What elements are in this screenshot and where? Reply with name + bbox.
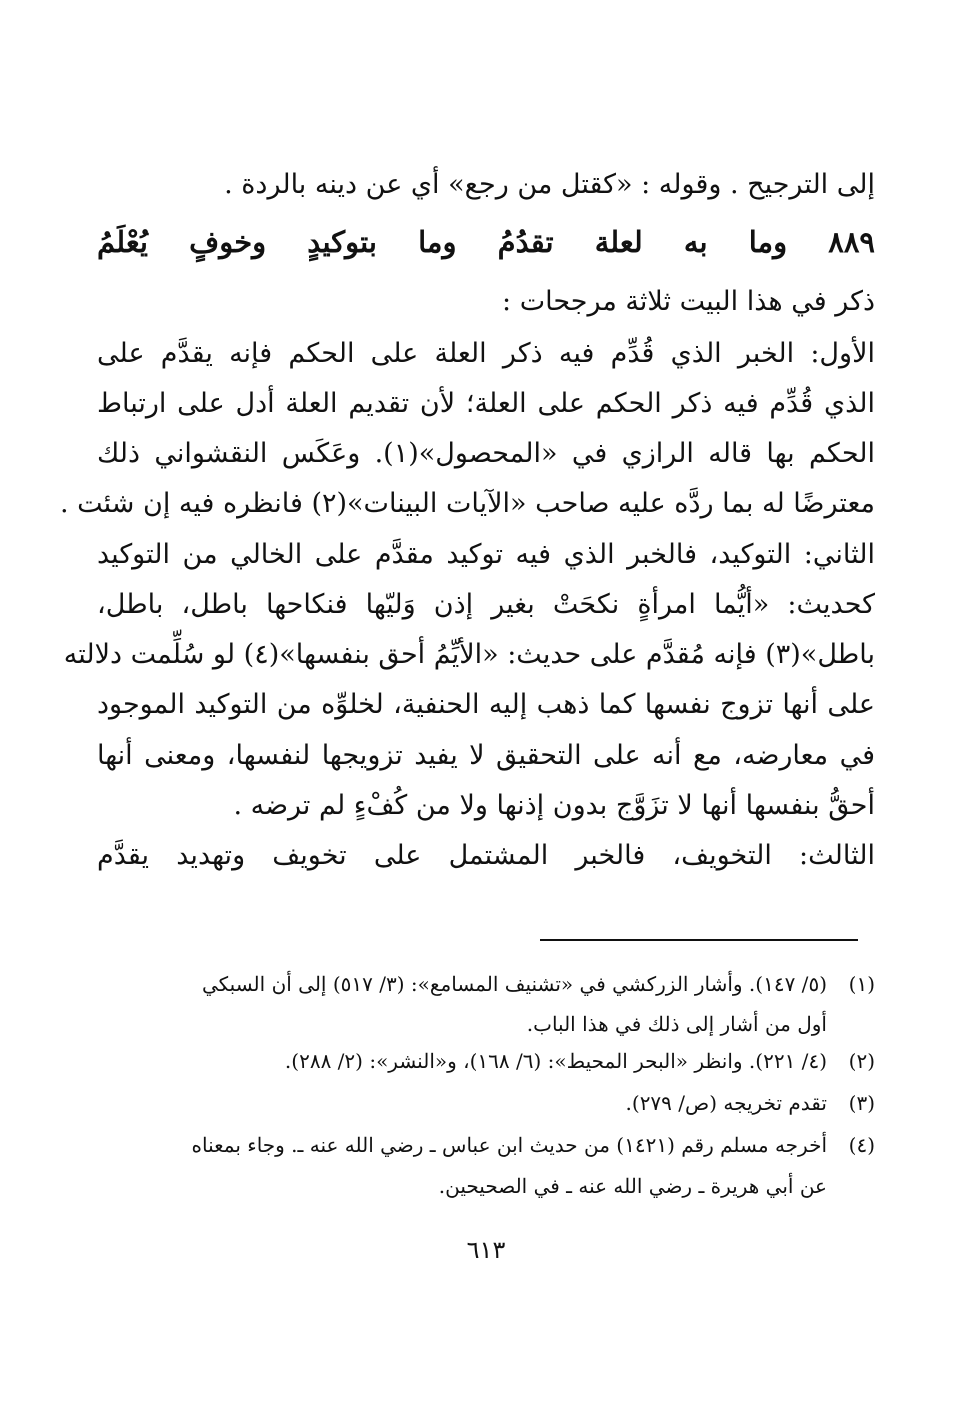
footnote-text: أخرجه مسلم رقم (١٤٢١) من حديث ابن عباس ـ رضي الله عنه ـ. وجاء بمعناه — [191, 1133, 827, 1157]
footnote-number: (١) — [848, 972, 875, 996]
footnote-number: (٤) — [848, 1133, 875, 1157]
footnote-number: (٣) — [848, 1091, 875, 1115]
body-line: الثاني: التوكيد، فالخبر الذي فيه توكيد مقدَّم على الخالي من التوكيد — [97, 539, 875, 570]
footnote-number: (٢) — [848, 1049, 875, 1073]
footnote-2 — [97, 1044, 875, 1078]
footnote-text: تقدم تخريجه (ص/ ٢٧٩). — [625, 1091, 827, 1115]
footnote-4-continued: عن أبي هريرة ـ رضي الله عنه ـ في الصحيحين. — [438, 1174, 827, 1198]
page-number: ٦١٣ — [466, 1236, 506, 1264]
footnote-text: (٥/ ١٤٧). وأشار الزركشي في «تشنيف المسامع»: (٣/ ٥١٧) إلى أن السبكي — [201, 972, 827, 996]
footnote-3 — [97, 1086, 875, 1120]
body-line: باطل»(٣) فإنه مُقدَّم على حديث: «الأيِّمُ أحق بنفسها»(٤) لو سُلِّمت دلالته — [63, 639, 875, 670]
footnote-1-continued: أول من أشار إلى ذلك في هذا الباب. — [526, 1012, 827, 1036]
body-line: أحقُّ بنفسها أنها لا تزَوَّج بدون إذنها ولا من كُفْءٍ لم ترضه . — [233, 790, 875, 821]
body-line: الذي قُدِّم فيه ذكر الحكم على العلة؛ لأن تقديم العلة أدل على ارتباط — [97, 388, 875, 419]
body-line: معترضًا له بما ردَّه عليه صاحب «الآيات البينات»(٢) فانظره فيه إن شئت . — [59, 488, 875, 519]
footnote-1 — [97, 967, 875, 1001]
verse-line: ٨٨٩ وما به لعلة تقدُمُ وما بتوكيدٍ وخوفٍ يُعْلَمُ — [97, 225, 875, 259]
body-line: ذكر في هذا البيت ثلاثة مرجحات : — [502, 286, 875, 317]
body-line: إلى الترجيح . وقوله : «كقتل من رجع» أي عن دينه بالردة . — [224, 169, 875, 200]
footnote-4 — [97, 1128, 875, 1162]
footnote-separator — [540, 939, 858, 941]
footnote-text: (٤/ ٢٢١). وانظر «البحر المحيط»: (٦/ ١٦٨)، و«النشر»: (٢/ ٢٨٨). — [284, 1049, 827, 1073]
body-line: في معارضه، مع أنه على التحقيق لا يفيد تزويجها لنفسها، ومعنى أنها — [97, 740, 875, 771]
body-line: الثالث: التخويف، فالخبر المشتمل على تخويف وتهديد يقدَّم — [97, 840, 875, 871]
body-line: الحكم بها قاله الرازي في «المحصول»(١). وعَكَس النقشواني ذلك — [97, 438, 875, 469]
body-line: على أنها تزوج نفسها كما ذهب إليه الحنفية، لخلوِّه من التوكيد الموجود — [97, 689, 875, 720]
body-line: الأول: الخبر الذي قُدِّم فيه ذكر العلة على الحكم فإنه يقدَّم على — [97, 338, 875, 369]
body-line: كحديث: «أيُّما امرأةٍ نكحَتْ بغير إذن وَليّها فنكاحها باطل، باطل، — [97, 589, 875, 620]
